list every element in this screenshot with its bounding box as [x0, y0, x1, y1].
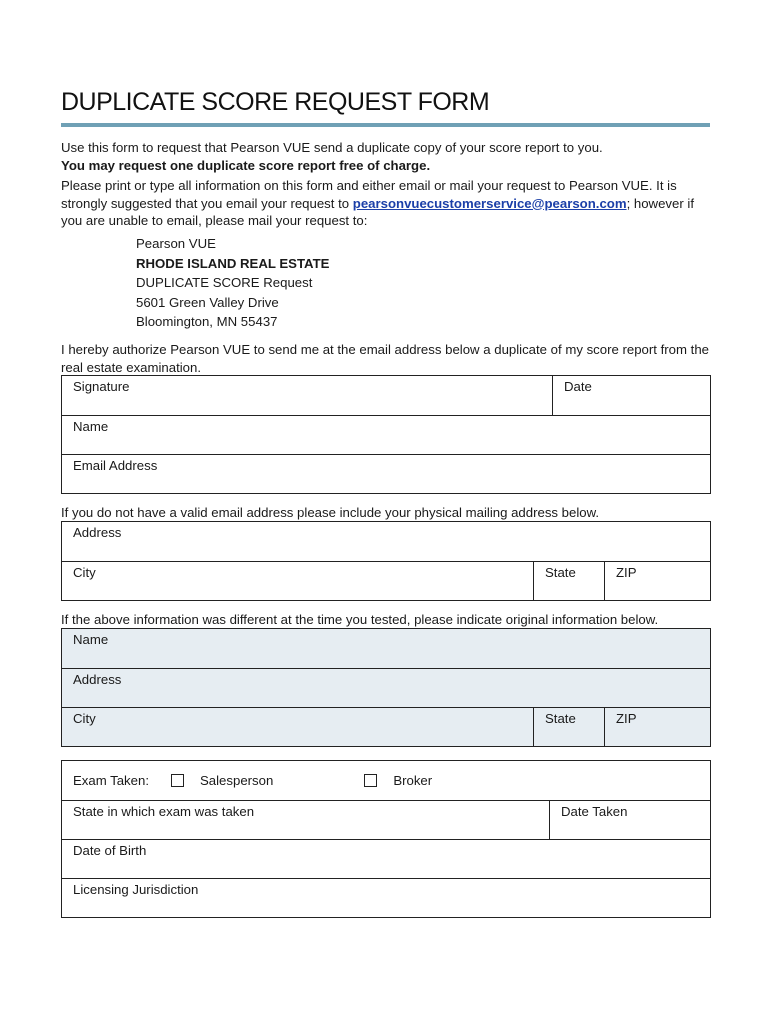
state-exam-label: State in which exam was taken	[73, 804, 255, 819]
signature-row	[62, 376, 710, 415]
broker-checkbox[interactable]	[364, 774, 377, 787]
date-taken-field[interactable]	[549, 801, 710, 839]
original-info-box	[61, 628, 711, 747]
orig-city-label: City	[73, 711, 96, 726]
name-row	[62, 415, 710, 454]
zip-field[interactable]	[604, 562, 710, 600]
page-title: DUPLICATE SCORE REQUEST FORM	[61, 88, 490, 116]
orig-city-field[interactable]	[62, 708, 533, 746]
exam-taken-label: Exam Taken:	[73, 773, 149, 788]
date-label: Date	[564, 379, 592, 394]
jurisdiction-label: Licensing Jurisdiction	[73, 882, 199, 897]
name-label: Name	[73, 419, 109, 434]
orig-name-field[interactable]	[62, 629, 710, 668]
mailing-line-5: Bloomington, MN 55437	[136, 314, 278, 329]
dob-row	[62, 839, 710, 878]
state-field[interactable]	[533, 562, 604, 600]
mailing-address	[136, 234, 329, 332]
salesperson-checkbox[interactable]	[171, 774, 184, 787]
name-field[interactable]	[62, 416, 710, 454]
city-row	[62, 561, 710, 600]
intro-text-2: ; however if you are unable to email, please mail your request to:	[61, 195, 694, 228]
dob-label: Date of Birth	[73, 843, 147, 858]
mailing-intro: If you do not have a valid email address please include your physical mailing address below.	[61, 505, 600, 520]
email-field[interactable]	[62, 455, 710, 493]
state-exam-field[interactable]	[62, 801, 549, 839]
orig-city-row	[62, 707, 710, 746]
state-exam-row	[62, 800, 710, 839]
exam-taken-row	[62, 761, 710, 800]
orig-name-row	[62, 629, 710, 668]
title-divider	[61, 123, 710, 127]
orig-zip-label: ZIP	[616, 711, 637, 726]
orig-name-label: Name	[73, 632, 109, 647]
signature-label: Signature	[73, 379, 130, 394]
jurisdiction-field[interactable]	[62, 879, 710, 917]
address-label: Address	[73, 525, 122, 540]
exam-taken-cell	[62, 761, 710, 800]
orig-address-row	[62, 668, 710, 707]
mailing-line-4: 5601 Green Valley Drive	[136, 294, 279, 310]
orig-zip-field[interactable]	[604, 708, 710, 746]
orig-address-field[interactable]	[62, 669, 710, 707]
intro-paragraph	[61, 177, 713, 230]
email-label: Email Address	[73, 458, 158, 473]
mailing-line-3: DUPLICATE SCORE Request	[136, 275, 313, 290]
broker-label: Broker	[393, 773, 433, 788]
mailing-line-1: Pearson VUE	[136, 236, 216, 251]
intro-line-1: Use this form to request that Pearson VUE send a duplicate copy of your score report to you.	[61, 140, 603, 155]
date-taken-label: Date Taken	[561, 804, 628, 819]
salesperson-label: Salesperson	[200, 773, 274, 788]
date-field[interactable]	[552, 376, 710, 415]
intro-text-1: Please print or type all information on this form and either email or mail your request to Pearson VUE. It is strongly suggested that you email your request to	[61, 178, 677, 211]
orig-address-label: Address	[73, 672, 122, 687]
dob-field[interactable]	[62, 840, 710, 878]
signature-field[interactable]	[62, 376, 552, 415]
address-row	[62, 522, 710, 561]
mailing-box	[61, 521, 711, 601]
zip-label: ZIP	[616, 565, 637, 580]
intro-line-2: You may request one duplicate score report free of charge.	[61, 158, 431, 173]
address-field[interactable]	[62, 522, 710, 561]
exam-box	[61, 760, 711, 918]
city-field[interactable]	[62, 562, 533, 600]
authorize-text: I hereby authorize Pearson VUE to send me at the email address below a duplicate of my score report from the real estate examination.	[61, 342, 709, 375]
mailing-line-2: RHODE ISLAND REAL ESTATE	[136, 255, 330, 271]
contact-box	[61, 375, 711, 494]
email-link[interactable]: pearsonvuecustomerservice@pearson.com	[352, 195, 627, 211]
state-label: State	[545, 565, 576, 580]
email-row	[62, 454, 710, 493]
orig-state-label: State	[545, 711, 576, 726]
original-intro: If the above information was different at the time you tested, please indicate original information below.	[61, 612, 659, 627]
jurisdiction-row	[62, 878, 710, 917]
orig-state-field[interactable]	[533, 708, 604, 746]
city-label: City	[73, 565, 96, 580]
